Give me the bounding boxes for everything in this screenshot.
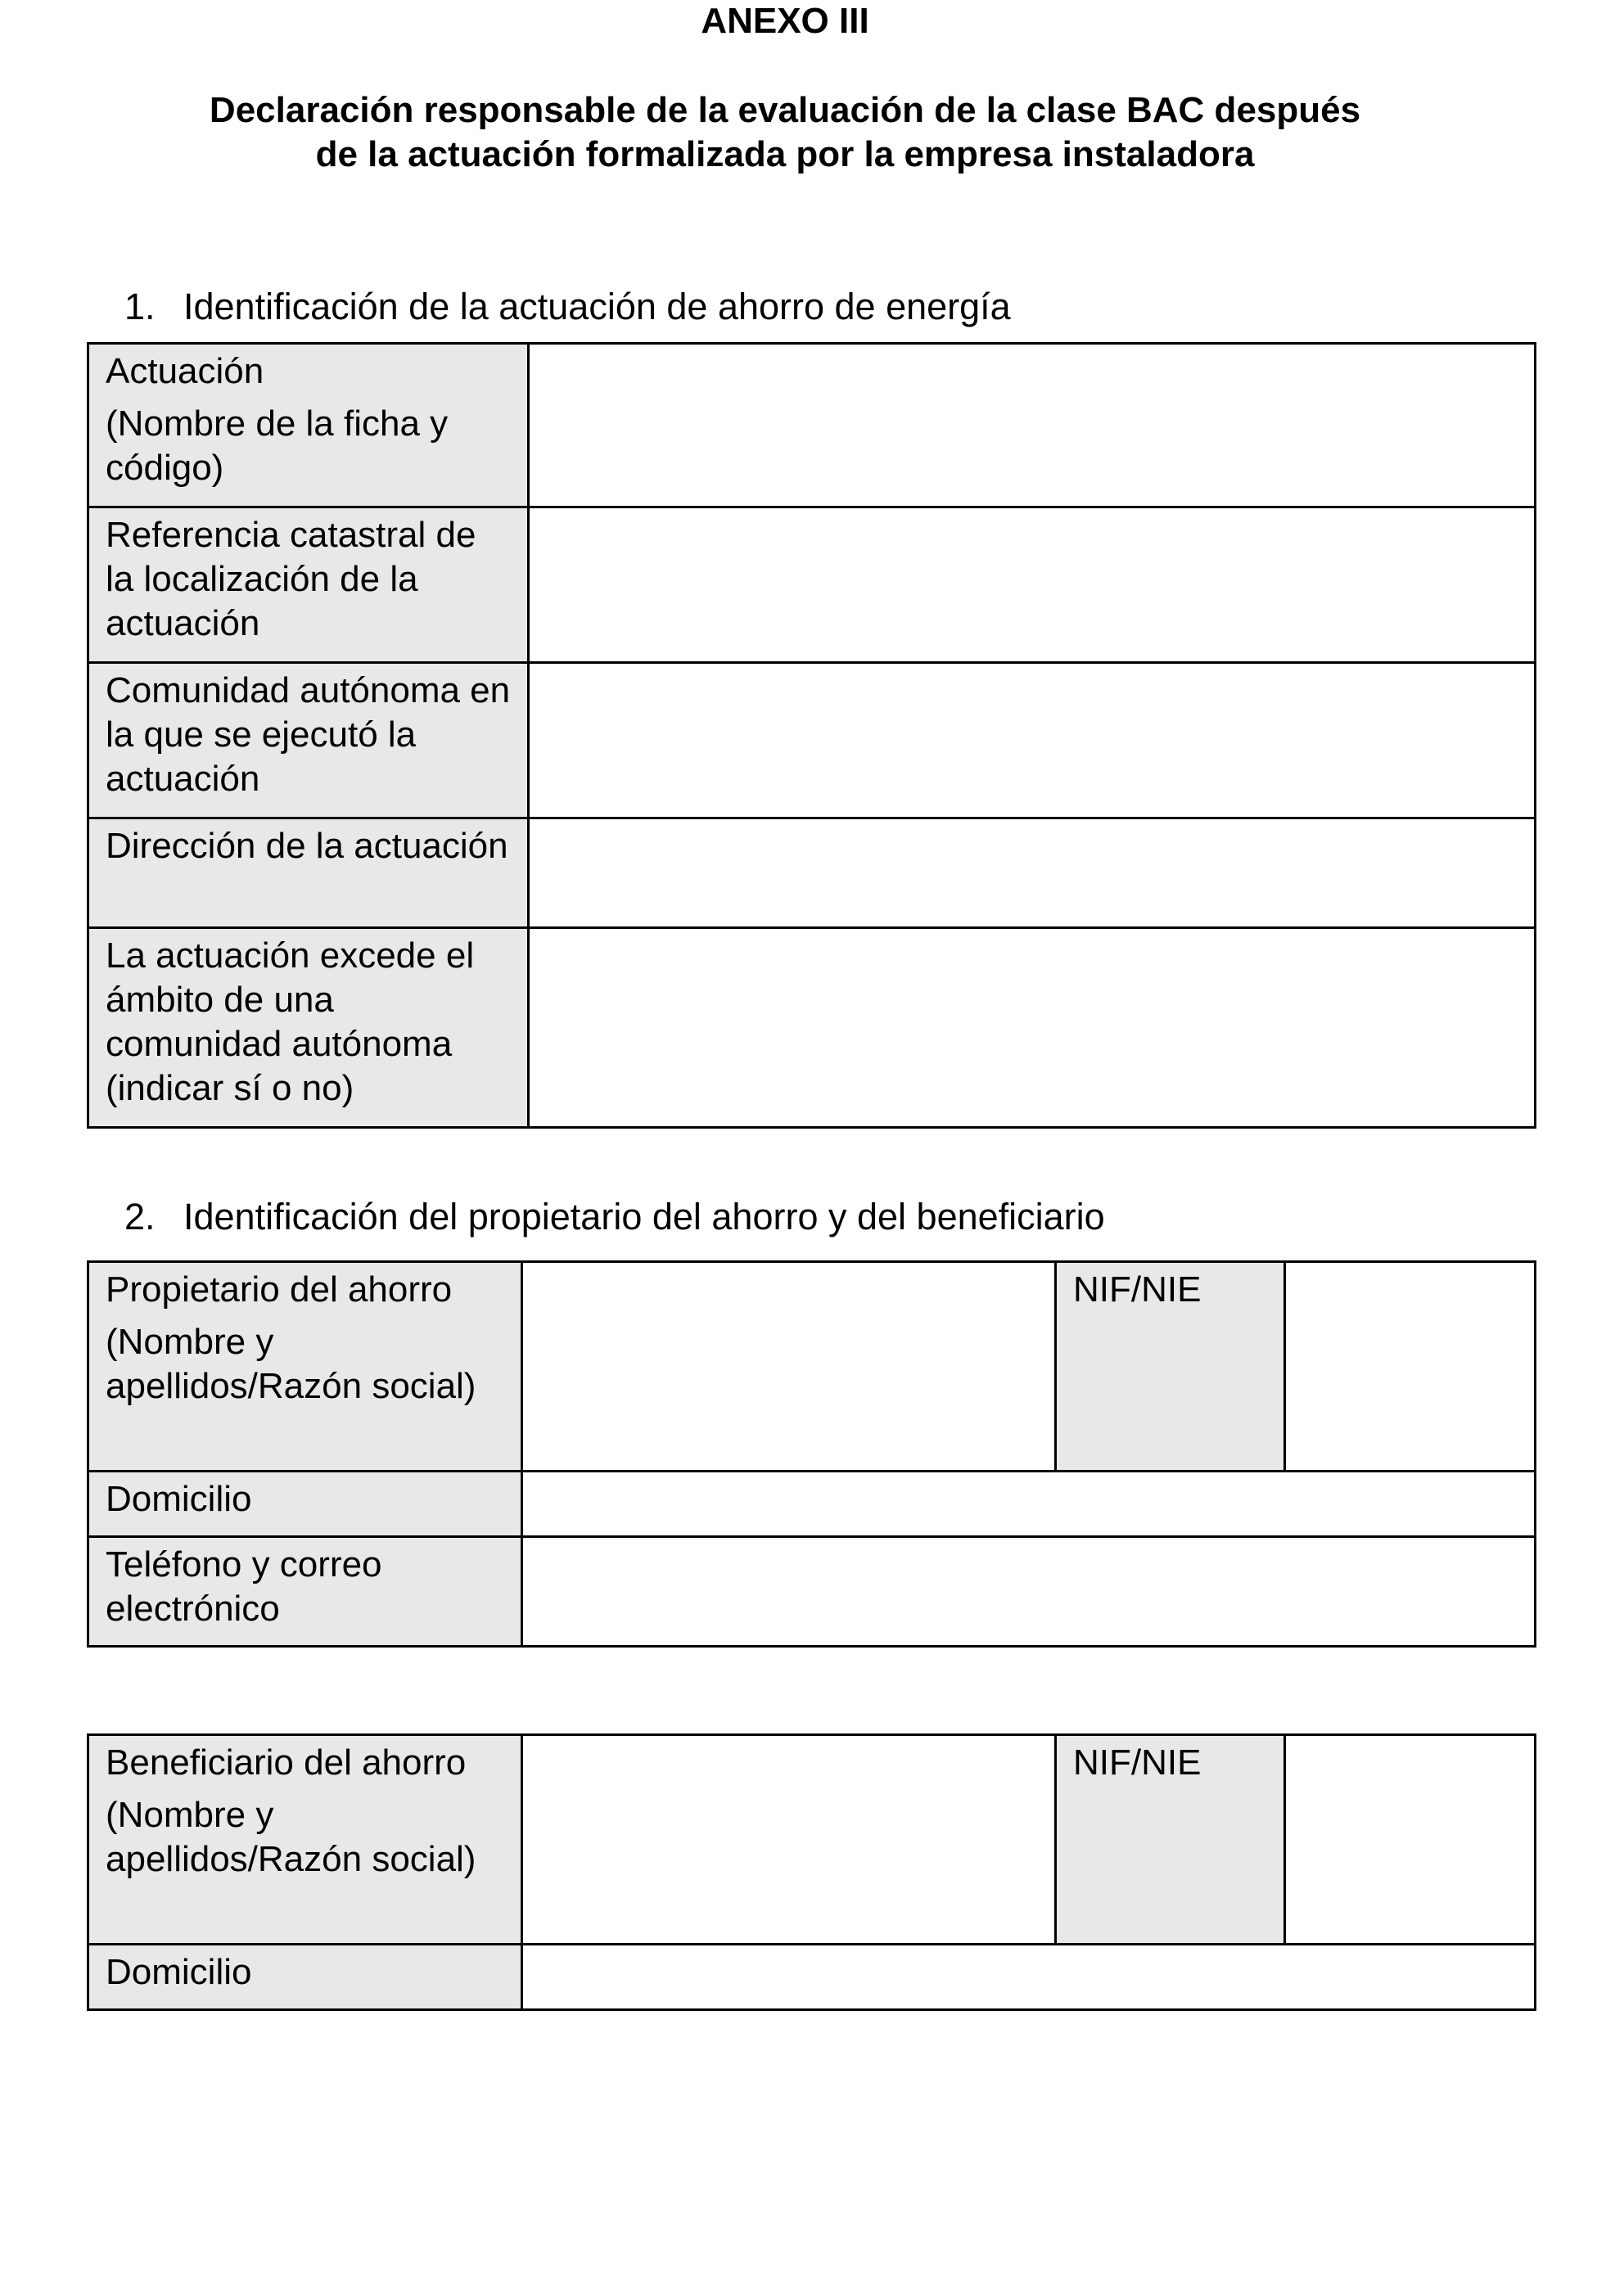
table-row — [88, 928, 1536, 1128]
table-row — [88, 1472, 1536, 1537]
beneficiary-name-label-cell — [88, 1735, 522, 1945]
action-label: Actuación — [106, 351, 264, 391]
action-value-field[interactable] — [529, 344, 1536, 507]
owner-name-label: Propietario del ahorro — [106, 1269, 453, 1310]
cadastral-reference-label: Referencia catastral de la localización de la actuación — [88, 507, 529, 663]
section-1-number: 1. — [124, 286, 156, 327]
owner-nif-label: NIF/NIE — [1056, 1262, 1285, 1472]
exceeds-community-label: La actuación excede el ámbito de una comunidad autónoma (indicar sí o no) — [88, 928, 529, 1128]
section-2-heading — [124, 1195, 1105, 1239]
action-label-cell — [88, 344, 529, 507]
owner-name-field[interactable] — [522, 1262, 1056, 1472]
autonomous-community-field[interactable] — [529, 663, 1536, 818]
exceeds-community-field[interactable] — [529, 928, 1536, 1128]
savings-owner-table — [87, 1260, 1536, 1648]
table-row — [88, 344, 1536, 507]
beneficiary-address-field[interactable] — [522, 1945, 1536, 2010]
owner-contact-field[interactable] — [522, 1537, 1536, 1647]
section-2-title: Identificación del propietario del ahorro y del beneficiario — [183, 1196, 1105, 1237]
beneficiary-nif-field[interactable] — [1285, 1735, 1536, 1945]
beneficiary-name-sublabel: (Nombre y apellidos/Razón social) — [106, 1795, 476, 1879]
action-address-label: Dirección de la actuación — [88, 818, 529, 928]
beneficiary-name-field[interactable] — [522, 1735, 1056, 1945]
action-identification-table — [87, 342, 1536, 1129]
table-row — [88, 1945, 1536, 2010]
owner-name-label-cell — [88, 1262, 522, 1472]
cadastral-reference-field[interactable] — [529, 507, 1536, 663]
action-sublabel: (Nombre de la ficha y código) — [106, 403, 449, 488]
beneficiary-address-label: Domicilio — [88, 1945, 522, 2010]
autonomous-community-label: Comunidad autónoma en la que se ejecutó la actuación — [88, 663, 529, 818]
action-address-field[interactable] — [529, 818, 1536, 928]
table-row — [88, 507, 1536, 663]
owner-address-label: Domicilio — [88, 1472, 522, 1537]
table-row — [88, 1262, 1536, 1472]
beneficiary-name-label: Beneficiario del ahorro — [106, 1742, 467, 1783]
beneficiary-nif-label: NIF/NIE — [1056, 1735, 1285, 1945]
owner-contact-label: Teléfono y correo electrónico — [88, 1537, 522, 1647]
table-row — [88, 663, 1536, 818]
section-1-title: Identificación de la actuación de ahorro de energía — [183, 286, 1011, 327]
annex-title: ANEXO III — [701, 1, 869, 41]
table-row — [88, 818, 1536, 928]
document-heading — [0, 88, 1570, 177]
owner-nif-field[interactable] — [1285, 1262, 1536, 1472]
document-heading-line-2: de la actuación formalizada por la empresa instaladora — [315, 134, 1255, 174]
savings-beneficiary-table — [87, 1733, 1536, 2011]
table-row — [88, 1537, 1536, 1647]
document-heading-line-1: Declaración responsable de la evaluación de la clase BAC después — [209, 90, 1361, 130]
section-1-heading — [124, 285, 1011, 329]
section-2-number: 2. — [124, 1196, 156, 1237]
table-row — [88, 1735, 1536, 1945]
owner-address-field[interactable] — [522, 1472, 1536, 1537]
owner-name-sublabel: (Nombre y apellidos/Razón social) — [106, 1322, 476, 1406]
